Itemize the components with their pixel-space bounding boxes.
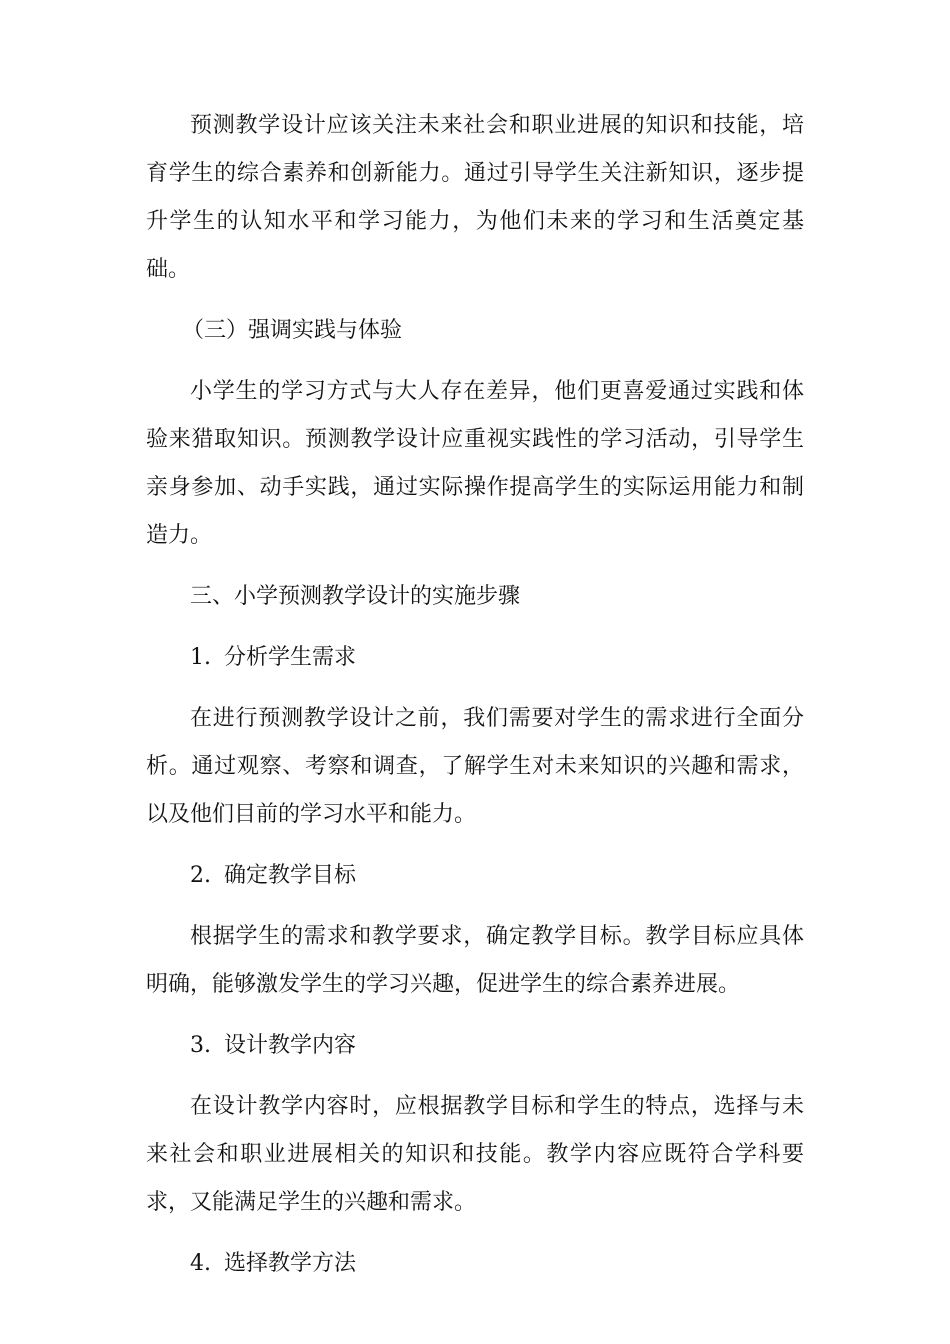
heading-step-3: [146, 1022, 804, 1070]
paragraph-analyze-needs: 在进行预测教学设计之前，我们需要对学生的需求进行全面分析。通过观察、考察和调查，了解学生对未来知识的兴趣和需求，以及他们目前的学习水平和能力。: [146, 706, 804, 827]
heading-step-4: [146, 1240, 804, 1288]
paragraph-practice: 小学生的学习方式与大人存在差异，他们更喜爱通过实践和体验来猎取知识。预测教学设计应重视实践性的学习活动，引导学生亲身参加、动手实践，通过实际操作提高学生的实际运用能力和制造力。: [146, 379, 804, 548]
step-number: 4.: [190, 1251, 211, 1276]
heading-step-1: [146, 634, 804, 682]
paragraph-teaching-goals: 根据学生的需求和教学要求，确定教学目标。教学目标应具体明确，能够激发学生的学习兴趣，促进学生的综合素养进展。: [146, 924, 804, 997]
document-page: [146, 102, 804, 1288]
step-title: 确定教学目标: [224, 863, 357, 888]
heading-implementation-steps: 三、小学预测教学设计的实施步骤: [190, 584, 521, 609]
paragraph-teaching-content: 在设计教学内容时，应根据教学目标和学生的特点，选择与未来社会和职业进展相关的知识和技能。教学内容应既符合学科要求，又能满足学生的兴趣和需求。: [146, 1094, 804, 1215]
step-number: 2.: [190, 863, 211, 888]
step-number: 3.: [190, 1033, 211, 1058]
paragraph-future-skills: 预测教学设计应该关注未来社会和职业进展的知识和技能，培育学生的综合素养和创新能力。通过引导学生关注新知识，逐步提升学生的认知水平和学习能力，为他们未来的学习和生活奠定基础。: [146, 113, 804, 282]
step-number: 1.: [190, 645, 211, 670]
step-title: 分析学生需求: [224, 645, 357, 670]
heading-practice-experience: （三）强调实践与体验: [182, 318, 403, 343]
heading-step-2: [146, 852, 804, 900]
step-title: 选择教学方法: [224, 1251, 357, 1276]
step-title: 设计教学内容: [224, 1033, 357, 1058]
